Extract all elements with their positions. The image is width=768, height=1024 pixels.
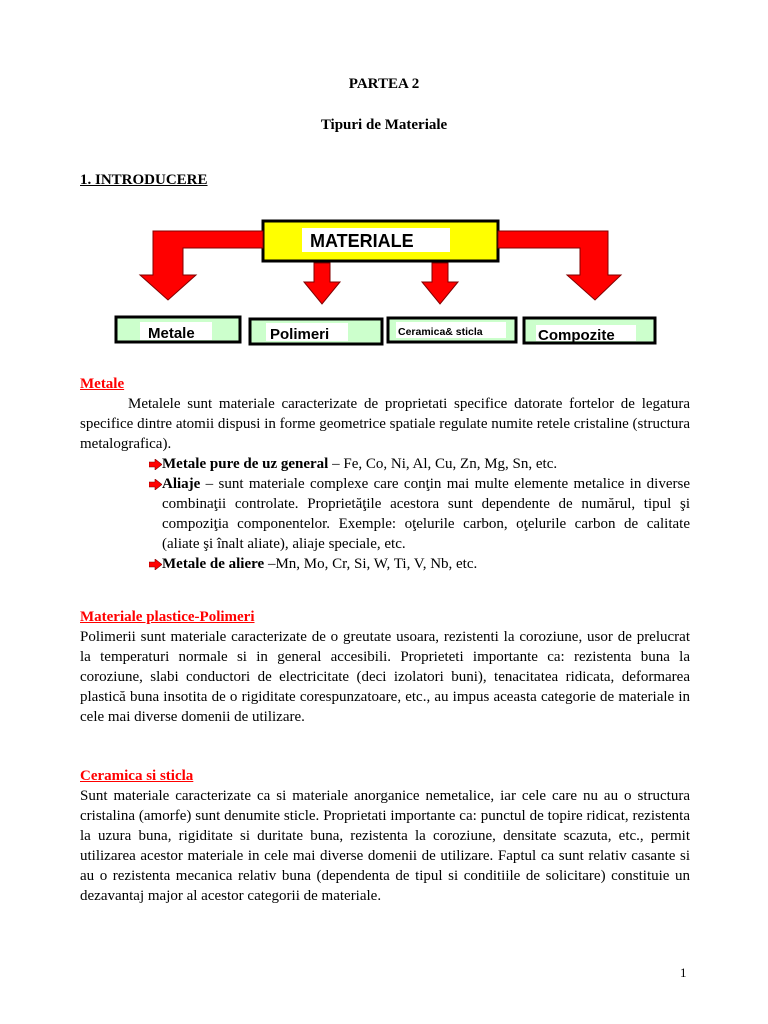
metale-intro: Metalele sunt materiale caracterizate de proprietati specifice datorate fortelor de legatura specifice dintre atomii dispusi in forme geometrice spatiale regulate numite retele cristaline (structura metalografica). [80,396,690,452]
bullet-metale-aliere [162,554,690,574]
child-label-ceramica: Ceramica& sticla [398,326,483,338]
section-title-ceramica: Ceramica si sticla [80,768,194,784]
child-label-polimeri: Polimeri [270,326,330,343]
section-polimeri [80,607,690,727]
section-heading-introducere: 1. INTRODUCERE [80,172,208,188]
child-label-metale: Metale [148,325,195,342]
arrow-bullet-icon [149,459,162,470]
section-title-metale: Metale [80,376,125,392]
section-ceramica [80,766,690,906]
page-subtitle: Tipuri de Materiale [320,117,448,133]
arrow-bullet-icon [149,479,162,490]
bullet-text: – sunt materiale complexe care conţin mai multe elemente metalice in diverse combinaţii controlate. Proprietăţile acestora sunt dependente de numărul, tipul şi compoziţia componentelor. Exemple: oţelurile carbon, oţelurile carbon de calitate (aliate şi înalt aliate), aliaje speciale, etc. [162,476,690,552]
bullet-term: Metale pure de uz general [162,456,329,472]
bullet-term: Metale de aliere [162,556,265,572]
polimeri-text: Polimerii sunt materiale caracterizate de o greutate usoara, rezistenti la coroziune, usor de prelucrat la temperaturi normale si in general accesibili. Proprieteti importante ca: rezistenta buna la coroziune, slabi conductori de electricitate (deci izolatori buni), tenacitatea ridicata, deformarea plastică buna insotita de o rigiditate corespunzatoare, etc., au impus aceasta categorie de materiale in cele mai diverse domenii de utilizare. [80,629,690,725]
bullet-term: Aliaje [162,476,201,492]
arrow-inner-left [304,263,340,304]
section-metale [80,374,690,574]
root-label: MATERIALE [310,231,414,251]
bullet-text: – Fe, Co, Ni, Al, Cu, Zn, Mg, Sn, etc. [328,456,558,472]
arrow-left-outer [140,231,263,300]
arrow-right-outer [498,231,621,300]
page-number: 1 [680,965,687,980]
child-label-compozite: Compozite [538,327,615,344]
bullet-aliaje [162,474,690,554]
bullet-text: –Mn, Mo, Cr, Si, W, Ti, V, Nb, etc. [264,556,478,572]
arrow-bullet-icon [149,559,162,570]
materials-diagram [0,0,768,360]
arrow-inner-right [422,263,458,304]
section-title-polimeri: Materiale plastice-Polimeri [80,609,255,625]
ceramica-text: Sunt materiale caracterizate ca si materiale anorganice nemetalice, iar cele care nu au o structura cristalina (amorfe) sunt denumite sticle. Proprietati importante ca: punctul de topire ridicat, rezistenta la uzura buna, rigiditate si duritate buna, rezistenta la coroziune, densitate scazuta, etc., permit utilizarea acestor materiale in cele mai diverse domenii de utilizare. Faptul ca sunt relativ casante si au o rezistenta mecanica relativ buna (dependenta de tipul si conditiile de solicitare) constituie un dezavantaj major al acestor categorii de materiale. [80,788,690,904]
page-title: PARTEA 2 [348,76,420,92]
bullet-metale-pure [162,454,690,474]
